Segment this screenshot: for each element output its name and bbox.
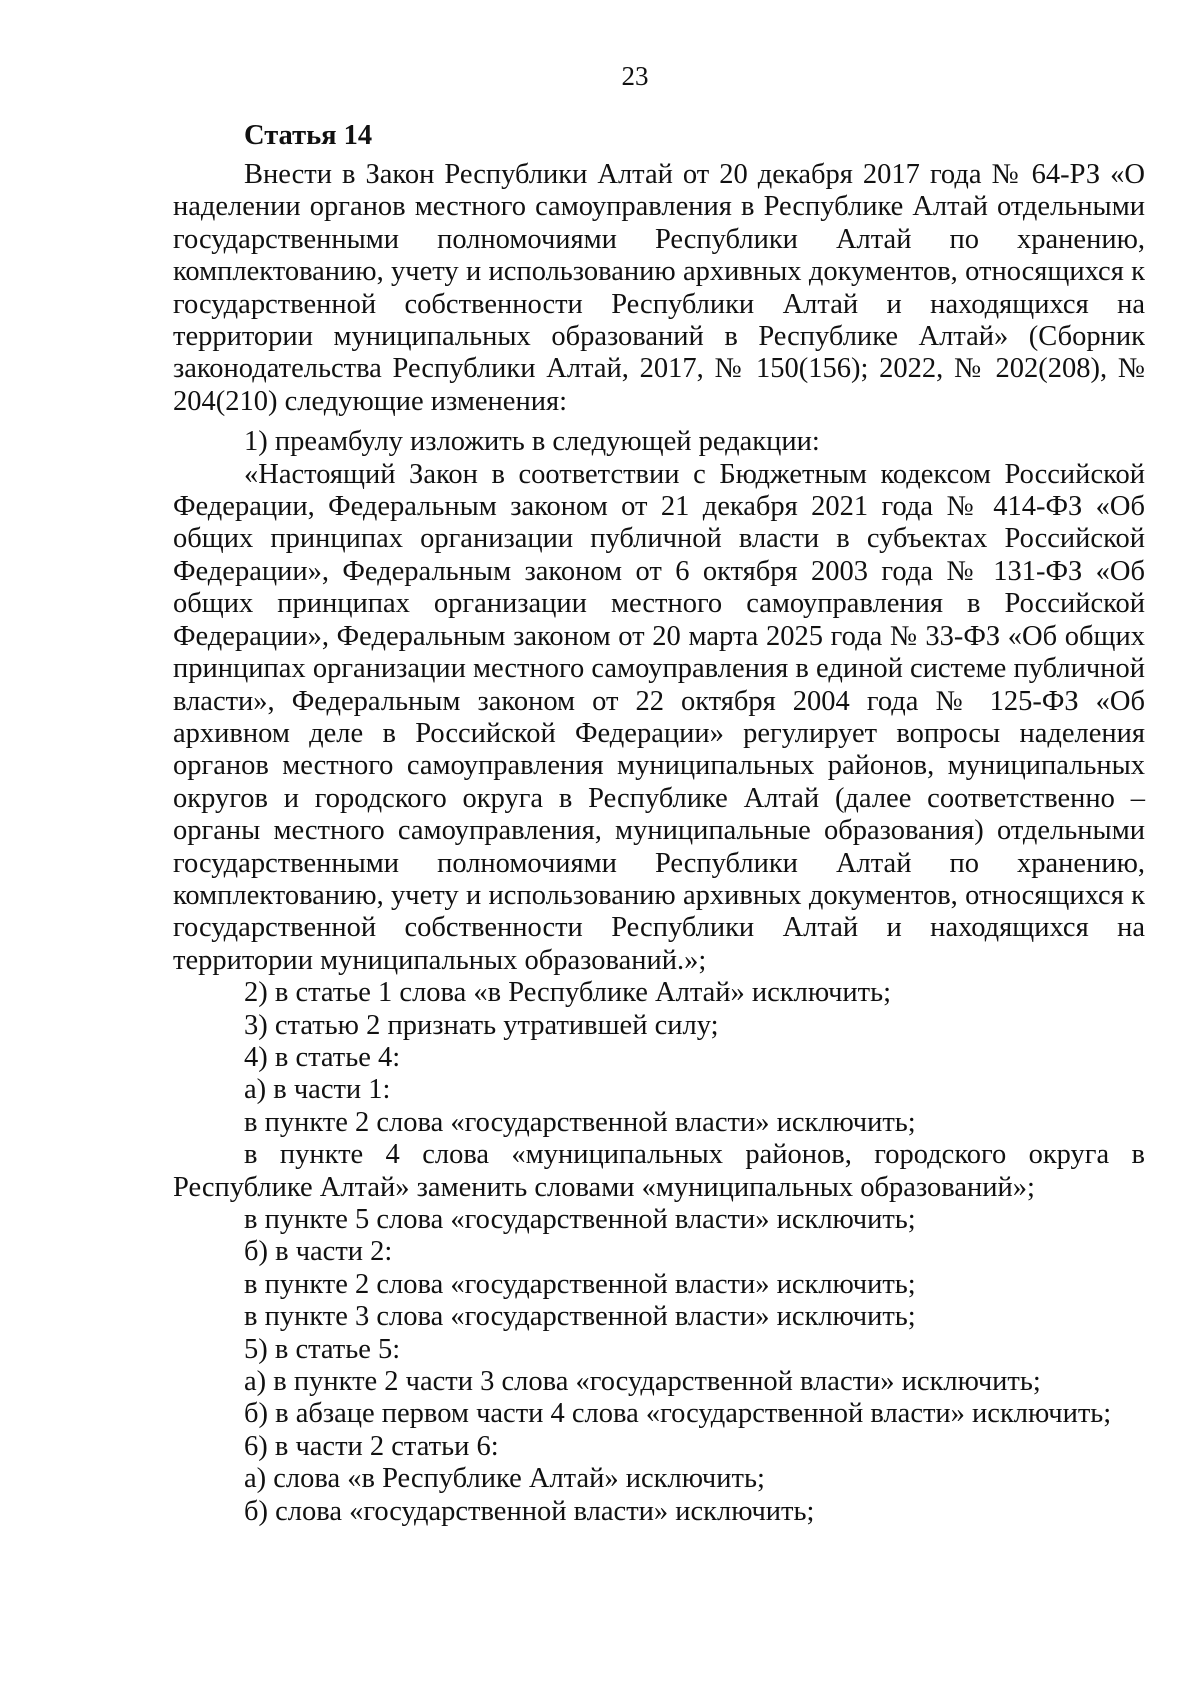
amendment-subitem: б) в абзаце первом части 4 слова «государственной власти» исключить; — [244, 1398, 1112, 1430]
amendment-subitem: б) в части 2: — [244, 1236, 393, 1268]
amendment-item-1: 1) преамбулу изложить в следующей редакции: — [244, 426, 820, 458]
amendment-subitem: а) в пункте 2 части 3 слова «государственной власти» исключить; — [244, 1366, 1041, 1398]
amendment-point: в пункте 5 слова «государственной власти» исключить; — [244, 1204, 916, 1235]
amendment-subitem: а) в части 1: — [244, 1074, 391, 1106]
amendment-item: 2) в статье 1 слова «в Республике Алтай» исключить; — [244, 977, 892, 1009]
amendment-subitem: а) слова «в Республике Алтай» исключить; — [244, 1463, 765, 1495]
preamble-quote: «Настоящий Закон в соответствии с Бюджетным кодексом Российской Федерации, Федеральным законом от 21 декабря 2021 года № 414-ФЗ «Об общих принципах организации публичной власти в субъектах Российской Федерации», Федеральным законом от 6 октября 2003 года № 131-ФЗ «Об общих принципах организации местного самоуправления в Российской Федерации», Федеральным законом от 20 марта 2025 года № 33-ФЗ «Об общих принципах организации местного самоуправления в единой системе публичной власти», Федеральным законом от 22 октября 2004 года № 125-ФЗ «Об архивном деле в Российской Федерации» регулирует вопросы наделения органов местного самоуправления муниципальных районов, муниципальных округов и городского округа в Республике Алтай (далее соответственно – органы местного самоуправления, муниципальные образования) отдельными государственными полномочиями Республики Алтай по хранению, комплектованию, учету и использованию архивных документов, относящихся к государственной собственности Республики Алтай и находящихся на территории муниципальных образований.»; — [173, 458, 1145, 976]
amendment-point-4: в пункте 4 слова «муниципальных районов, городского округа в Республике Алтай» заменить словами «муниципальных образований»; — [173, 1139, 1145, 1203]
amendment-item: 4) в статье 4: — [244, 1041, 401, 1073]
amendment-item: 6) в части 2 статьи 6: — [244, 1430, 499, 1462]
amendment-point: в пункте 3 слова «государственной власти» исключить; — [244, 1301, 916, 1333]
document-body — [173, 119, 1145, 1528]
page-number: 23 — [621, 61, 649, 91]
amendment-item: 5) в статье 5: — [244, 1333, 401, 1365]
amendment-subitem: б) слова «государственной власти» исключить; — [244, 1495, 815, 1527]
article-title: Статья 14 — [244, 120, 373, 151]
amendment-point: в пункте 2 слова «государственной власти» исключить; — [244, 1106, 916, 1138]
intro-paragraph: Внести в Закон Республики Алтай от 20 декабря 2017 года № 64-РЗ «О наделении органов местного самоуправления в Республике Алтай отдельными государственными полномочиями Республики Алтай по хранению, комплектованию, учету и использованию архивных документов, относящихся к государственной собственности Республики Алтай и находящихся на территории муниципальных образований в Республике Алтай» (Сборник законодательства Республики Алтай, 2017, № 150(156); 2022, № 202(208), № 204(210) следующие изменения: — [173, 159, 1145, 417]
amendment-point: в пункте 2 слова «государственной власти» исключить; — [244, 1268, 916, 1300]
amendment-item: 3) статью 2 признать утратившей силу; — [244, 1009, 719, 1041]
